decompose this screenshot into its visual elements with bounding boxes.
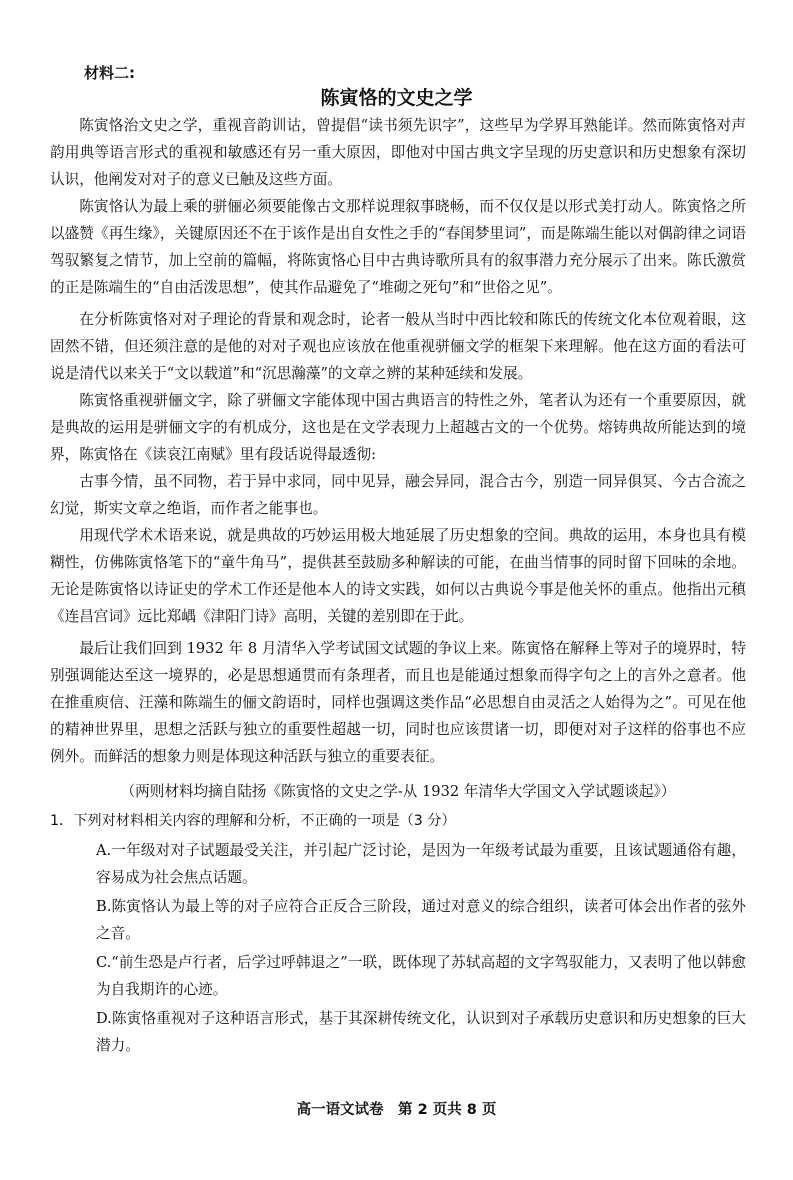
article-body: [50, 112, 746, 1059]
source-citation: （两则材料均摘自陆扬《陈寅恪的文史之学-从 1932 年清华大学国文入学试题谈起》）: [120, 783, 676, 800]
material-label: 材料二:: [84, 64, 135, 82]
paragraph: 陈寅恪治文史之学，重视音韵训诂，曾提倡“读书须先识字”，这些早为学界耳熟能详。然而陈寅恪对声韵用典等语言形式的重视和敏感还有另一重大原因，即他对中国古典文字呈现的历史意识和历史想象有深切认识，他阐发对对子的意义已触及这些方面。: [50, 117, 746, 188]
question-1: [50, 808, 746, 1059]
question-stem: 1．下列对材料相关内容的理解和分析，不正确的一项是（3 分）: [50, 813, 456, 829]
paragraph: 陈寅恪重视骈俪文字，除了骈俪文字能体现中国古典语言的特性之外，笔者认为还有一个重要原因，就是典故的运用是骈俪文字的有机成分，这也是在文学表现力上超越古文的一个优势。熔铸典故所能达到的境界，陈寅恪在《读哀江南赋》里有段话说得最透彻:: [50, 392, 746, 463]
paragraph: 在分析陈寅恪对对子理论的背景和观念时，论者一般从当时中西比较和陈氏的传统文化本位观着眼，这固然不错，但还须注意的是他的对对子观也应该放在他重视骈俪文学的框架下来理解。他在这方面的看法可说是清代以来关于“文以载道”和“沉思瀚藻”的文章之辨的某种延续和发展。: [50, 311, 746, 382]
option-b: B.陈寅恪认为最上等的对子应符合正反合三阶段，通过对意义的综合组织，读者可体会出作者的弦外之音。: [96, 898, 746, 942]
option-d: D.陈寅恪重视对子这种语言形式，基于其深耕传统文化，认识到对子承载历史意识和历史想象的巨大潜力。: [96, 1010, 746, 1054]
paragraph: 用现代学术术语来说，就是典故的巧妙运用极大地延展了历史想象的空间。典故的运用，本身也具有模糊性，仿佛陈寅恪笔下的“童牛角马”，提供甚至鼓励多种解读的可能，在曲当情事的同时留下回味的余地。无论是陈寅恪以诗证史的学术工作还是他本人的诗文实践，如何以古典说今事是他关怀的重点。他指出元稹《连昌宫词》远比郑嵎《津阳门诗》高明，关键的差别即在于此。: [50, 527, 746, 625]
page-footer: 高一语文试卷 第 2 页共 8 页: [296, 1102, 497, 1118]
option-a: A.一年级对对子试题最受关注，并引起广泛讨论，是因为一年级考试最为重要，且该试题通俗有趣，容易成为社会焦点话题。: [96, 842, 746, 886]
paragraph: 最后让我们回到 1932 年 8 月清华入学考试国文试题的争议上来。陈寅恪在解释上等对子的境界时，特别强调能达至这一境界的，必是思想通贯而有条理者，而且也是能通过想象而得字句之上的言外之意者。他在推重庾信、汪藻和陈端生的俪文韵语时，同样也强调这类作品“必思想自由灵活之人始得为之”。可见在他的精神世界里，思想之活跃与独立的重要性超越一切，同时也应该贯诸一切，即便对对子这样的俗事也不应例外。而鲜活的想象力则是体现这种活跃与独立的重要表征。: [50, 640, 746, 765]
paragraph: 陈寅恪认为最上乘的骈俪必须要能像古文那样说理叙事晓畅，而不仅仅是以形式美打动人。陈寅恪之所以盛赞《再生缘》，关键原因还不在于该作是出自女性之手的“春闺梦里词”，而是陈端生能以对偶韵律之词语驾驭繁复之情节，加上空前的篇幅，将陈寅恪心目中古典诗歌所具有的叙事潜力充分展示了出来。陈氏激赏的正是陈端生的“自由活泼思想”，使其作品避免了“堆砌之死句”和“世俗之见”。: [50, 198, 746, 296]
quoted-passage: 古事今情，虽不同物，若于异中求同，同中见异，融会异同，混合古今，别造一同异俱冥、今古合流之幻觉，斯实文章之绝诣，而作者之能事也。: [50, 473, 746, 517]
article-title: 陈寅恪的文史之学: [320, 87, 473, 109]
option-c: C.“前生恐是卢行者，后学过呼韩退之”一联，既体现了苏轼高超的文字驾驭能力，又表明了他以韩愈为自我期许的心迹。: [96, 954, 746, 998]
